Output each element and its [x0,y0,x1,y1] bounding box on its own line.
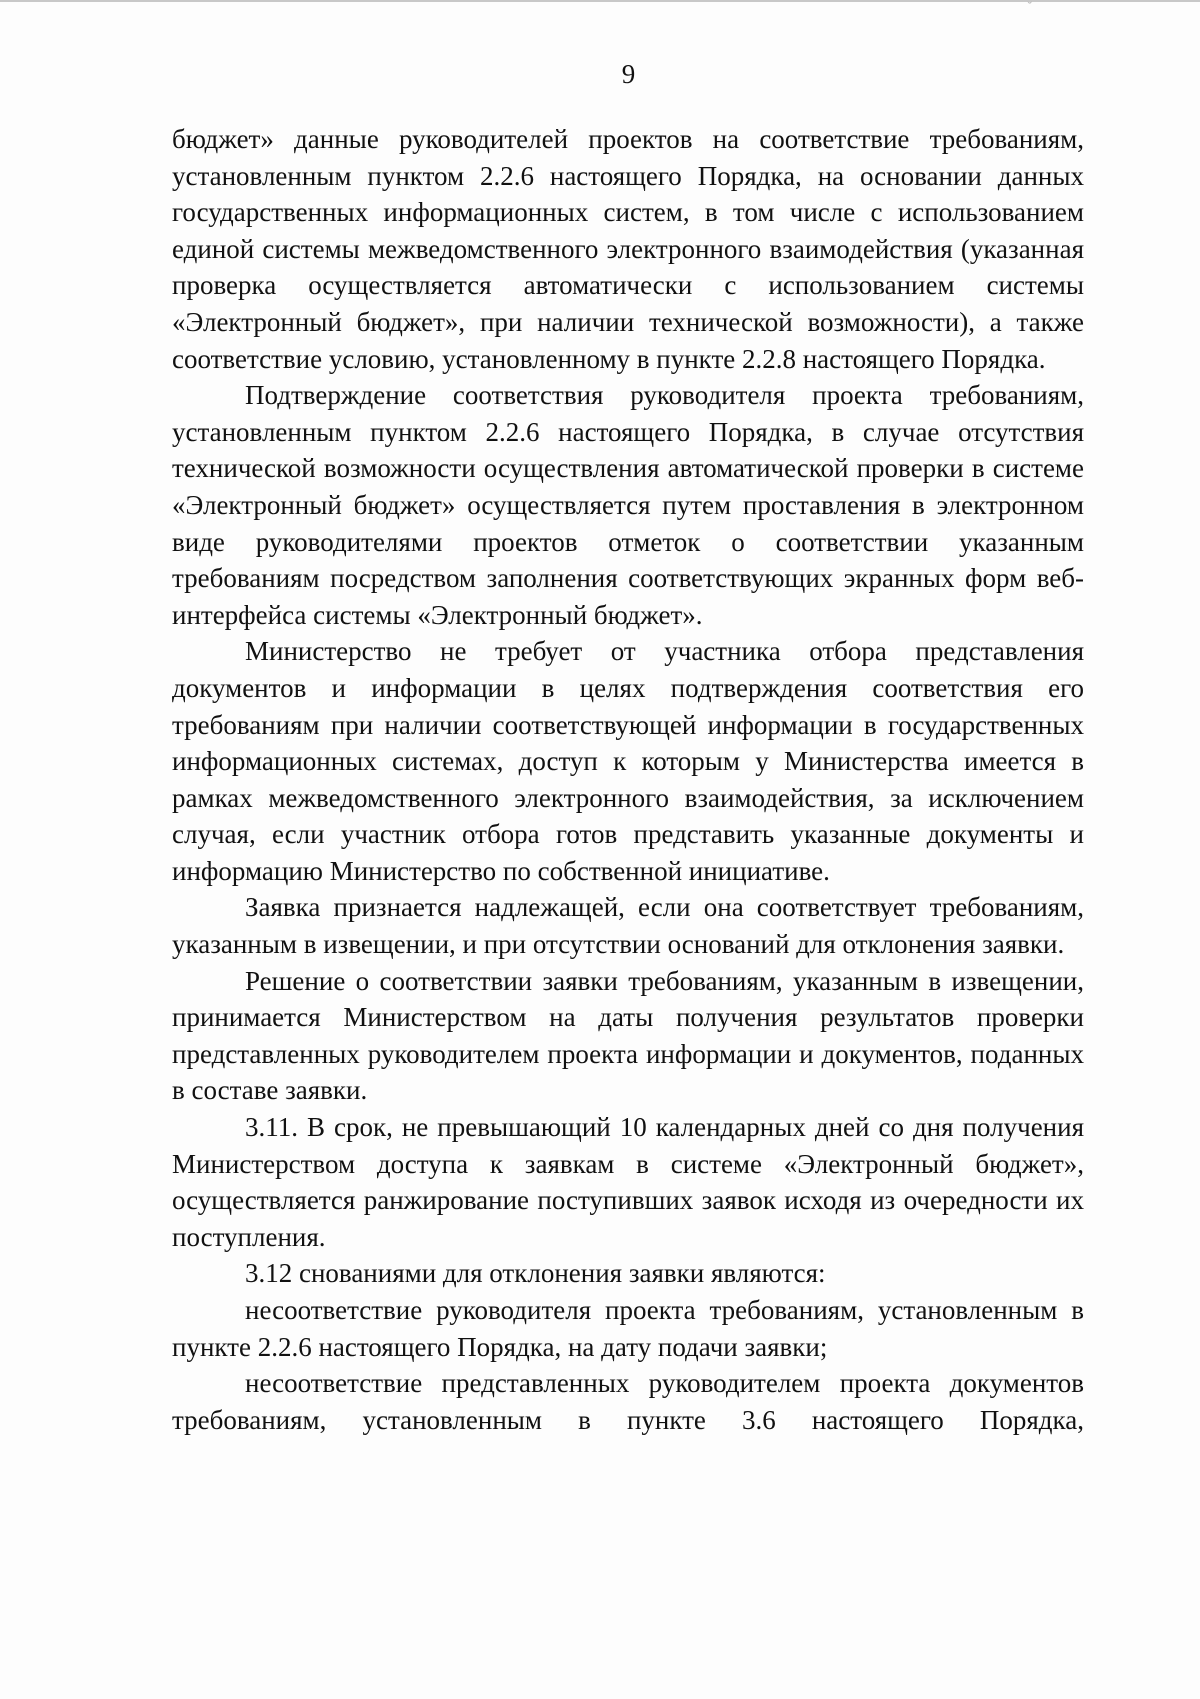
paragraph: бюджет» данные руководителей проектов на соответствие требованиям, установленным пунктом 2.2.6 настоящего Порядка, на основании данных государственных информационных систем, в том числе с использованием единой системы межведомственного электронного взаимодействия (указанная проверка осуществляется автоматически с использованием системы «Электронный бюджет», при наличии технической возможности), а также соответствие условию, установленному в пункте 2.2.8 настоящего Порядка. [172,124,1084,374]
paragraph: 3.12 снованиями для отклонения заявки являются: [245,1258,826,1289]
scan-edge-line [0,0,1200,2]
paragraph: Заявка признается надлежащей, если она соответствует требованиям, указанным в извещении, и при отсутствии оснований для отклонения заявки. [172,892,1084,960]
corner-scan-mark: ˇ [1027,0,1032,15]
paragraph: несоответствие представленных руководителем проекта документов требованиям, установленным в пункте 3.6 настоящего Порядка, [172,1368,1084,1435]
document-body [172,121,1084,1438]
page-number: 9 [621,59,636,89]
paragraph: 3.11. В срок, не превышающий 10 календарных дней со дня получения Министерством доступа к заявкам в системе «Электронный бюджет», осуществляется ранжирование поступивших заявок исходя из очередности их поступления. [172,1112,1084,1252]
paragraph: несоответствие руководителя проекта требованиям, установленным в пункте 2.2.6 настоящего Порядка, на дату подачи заявки; [172,1295,1084,1362]
paragraph: Подтверждение соответствия руководителя проекта требованиям, установленным пунктом 2.2.6 настоящего Порядка, в случае отсутствия технической возможности осуществления автоматической проверки в системе «Электронный бюджет» осуществляется путем проставления в электронном виде руководителями проектов отметок о соответствии указанным требованиям посредством заполнения соответствующих экранных форм веб-интерфейса системы «Электронный бюджет». [172,380,1084,630]
paragraph: Министерство не требует от участника отбора представления документов и информации в целях подтверждения соответствия его требованиям при наличии соответствующей информации в государственных информационных системах, доступ к которым у Министерства имеется в рамках межведомственного электронного взаимодействия, за исключением случая, если участник отбора готов представить указанные документы и информацию Министерство по собственной инициативе. [172,636,1084,886]
paragraph: Решение о соответствии заявки требованиям, указанным в извещении, принимается Министерством на даты получения результатов проверки представленных руководителем проекта информации и документов, поданных в составе заявки. [172,965,1084,1106]
